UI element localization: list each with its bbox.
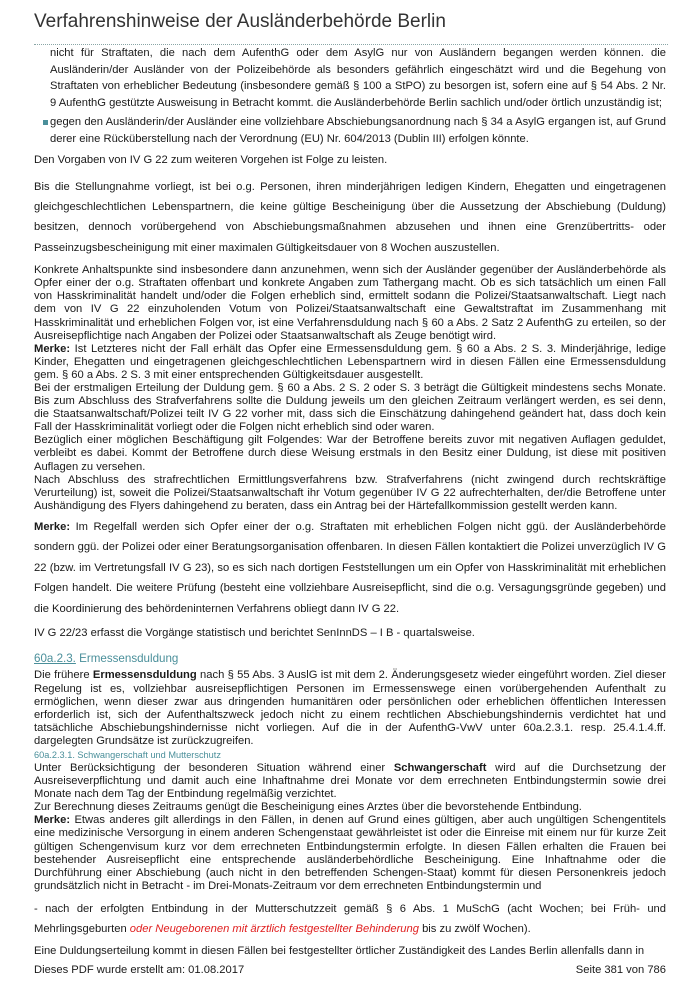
section-heading xyxy=(34,651,666,667)
paragraph: IV G 22/23 erfasst die Vorgänge statistisch und berichtet SenInnDS – I B - quartalsweise. xyxy=(34,626,475,639)
subsection-heading: 60a.2.3.1. Schwangerschaft und Mutterschutz xyxy=(34,750,221,760)
merke-paragraph: Merke: Im Regelfall werden sich Opfer einer der o.g. Straftaten mit erheblichen Folgen nicht ggü. der Ausländerbehörde sondern ggü. der Polizei oder einer Beratungsorganisation offenbaren. In diesen Fällen kontaktiert die Polizei unverzüglich IV G 22 (bzw. im Vertretungsfall IV G 23), so es sich nach dortigen Feststellungen um ein Opfer von Hasskriminalität mit erheblichen Folgen handelt. Die weitere Prüfung (besteht eine vollziehbare Ausreisepflicht, sind die o.g. Versagungsgründe gegeben) und die Koordinierung des behördeninternen Verfahrens obliegt dann IV G 22. xyxy=(34,520,666,615)
highlighted-text: oder Neugeborenen mit ärztlich festgestellter Behinderung xyxy=(129,923,419,936)
paragraph: Unter Berücksichtigung der besonderen Situation während einer Schwangerschaft wird auf die Durchsetzung der Ausreiseverpflichtung und damit auch eine Inhaftnahme drei Monate vor dem errechneten Entbindungstermin sowie drei Monate nach dem Tag der Entbindung regelmäßig verzichtet. xyxy=(34,762,666,801)
paragraph: Die frühere Ermessensduldung nach § 55 Abs. 3 AuslG ist mit dem 2. Änderungsgesetz wieder eingeführt worden. Ziel dieser Regelung ist es, vollziehbar ausreisepflichtigen Personen im Ermessenswege einen vorübergehenden Aufenthalt zu ermöglichen, wenn dieser zwar aus dringenden humanitären oder persönlichen oder erheblichen öffentlichen Interessen erforderlich ist, sich der Aufenthaltszweck jedoch nicht zu einem rechtlichen Abschiebungshindernis verdichtet hat und tatsächliche Abschiebungshindernisse nicht vorliegen. Auf die in der AufenthG-VwV unter 60a.2.3.1. resp. 25.4.1.4.ff. dargelegten Grundsätze ist zurückzugreifen. xyxy=(34,669,666,747)
list-continuation: nicht für Straftaten, die nach dem AufenthG oder dem AsylG nur von Ausländern begangen werden können. die Ausländerin/der Ausländer von der Polizeibehörde als besonders gefährlich eingeschätzt wird und die Begehung von Straftaten von erheblicher Bedeutung (insbesondere gemäß § 100 a StPO) zu besorgen ist, sofern eine auf § 54 Abs. 2 Nr. 9 AufenthG gestützte Ausweisung in Betracht kommt. die Ausländerbehörde Berlin sachlich und/oder örtlich unzuständig ist; xyxy=(50,47,666,109)
merke-paragraph: Merke: Ist Letzteres nicht der Fall erhält das Opfer eine Ermessensduldung gem. § 60 a Abs. 2 S. 3. Minderjährige, ledige Kinder, Ehegatten und eingetragenen gleichgeschlechtlichen Lebenspartnern wird in diesen Fällen eine Ermessensduldung gem. § 60 a Abs. 2 S. 3 mit einer entsprechenden Gültigkeitsdauer ausgestellt. xyxy=(34,342,666,381)
created-date: Dieses PDF wurde erstellt am: 01.08.2017 xyxy=(34,964,245,976)
paragraph: Bei der erstmaligen Erteilung der Duldung gem. § 60 a Abs. 2 S. 2 oder S. 3 beträgt die Gültigkeit mindestens sechs Monate. Bis zum Abschluss des Strafverfahrens sollte die Duldung jeweils um den gleichen Zeitraum verlängert werden, es sei denn, die Staatsanwaltschaft/Polizei teilt IV G 22 vorher mit, dass sich die Einschätzung dahingehend geändert hat, dass doch kein Fall der Hasskriminalität vorliegt oder die Folgen nicht erheblich sind oder waren. xyxy=(34,381,666,434)
document-title: Verfahrenshinweise der Ausländerbehörde Berlin xyxy=(34,11,446,32)
paragraph: - nach der erfolgten Entbindung in der Mutterschutzzeit gemäß § 6 Abs. 1 MuSchG (acht Wochen; bei Früh- und Mehrlingsgeburten oder Neugeborenen mit ärztlich festgestellter Behinderung bis zu zwölf Wochen). xyxy=(34,902,666,936)
page-header xyxy=(34,10,668,45)
list-item xyxy=(34,114,666,147)
merke-label: Merke: xyxy=(34,814,71,827)
paragraph: Konkrete Anhaltspunkte sind insbesondere dann anzunehmen, wenn sich der Ausländer gegenüber der Ausländerbehörde als Opfer einer der o.g. Straftaten offenbart und konkrete Angaben zum Tathergang macht. Ob es sich tatsächlich um einen Fall von Hasskriminalität handelt und/oder die Folgen erheblich sind, ermittelt sodann die Polizei/Staatsanwaltschaft. Liegt nach dem von IV G 22 einzuholenden Votum von Polizei/Staatsanwaltschaft eine Gewaltstraftat im Zusammenhang mit Hasskriminalität und erheblichen Folgen vor, ist eine Verfahrensduldung nach § 60 a Abs. 2 Satz 2 AufenthG zu erteilen, so der Ausreisepflichtige nach Angaben der Polizei oder Staatsanwaltschaft als Zeuge benötigt wird. xyxy=(34,264,666,342)
merke-label: Merke: xyxy=(34,342,71,355)
paragraph: Bis die Stellungnahme vorliegt, ist bei o.g. Personen, ihren minderjährigen ledigen Kindern, Ehegatten und eingetragenen gleichgeschlechtlichen Lebenspartnern, die keine gültige Bescheinigung über die Aussetzung der Abschiebung (Duldung) besitzen, dennoch vorübergehend von Abschiebungsmaßnahmen abzusehen und ihnen eine Grenzübertritts- oder Passeinzugsbescheinigung mit einer maximalen Gültigkeitsdauer von 8 Wochen auszustellen. xyxy=(34,180,666,254)
merke-label: Merke: xyxy=(34,520,71,533)
page-number: Seite 381 von 786 xyxy=(575,964,666,976)
paragraph: Den Vorgaben von IV G 22 zum weiteren Vorgehen ist Folge zu leisten. xyxy=(34,154,388,166)
merke-paragraph: Merke: Etwas anderes gilt allerdings in den Fällen, in denen auf Grund eines gültigen, aber auch ungültigen Schengentitels eine medizinische Versorgung in einem anderen Schengenstaat gewährleistet ist oder die Einreise mit einem nur für kurze Zeit gültigen Schengenvisum kurz vor dem errechneten Entbindungstermin erfolgte. In diesen Fällen erhalten die Frauen bei bestehender Ausreisepflicht eine entsprechende ausländerbehördliche Bescheinigung. Eine Inhaftnahme oder die Durchführung einer Abschiebung (auch nicht in den betreffenden Schengen-Staat) kommt für diesen Personenkreis jedoch grundsätzlich nicht in Betracht - im Drei-Monats-Zeitraum vor dem errechneten Entbindungstermin und xyxy=(34,814,666,892)
paragraph: Nach Abschluss des strafrechtlichen Ermittlungsverfahrens bzw. Strafverfahrens (nicht zwingend durch rechtskräftige Verurteilung) ist, soweit die Polizei/Staatsanwaltschaft ihr Votum gegenüber IV G 22 aufrechterhalten, der/die Betroffene unter Aushändigung des Flyers dahingehend zu beraten, dass ein Antrag bei der Härtefallkommission gestellt werden kann. xyxy=(34,473,666,512)
page-content xyxy=(34,45,666,962)
list-item-text: gegen den Ausländerin/der Ausländer eine vollziehbare Abschiebungsanordnung nach § 34 a AsylG ergangen ist, auf Grund derer eine Rücküberstellung nach der Verordnung (EU) Nr. 604/2013 (Dublin III) erfolgen könnte. xyxy=(50,116,666,145)
paragraph: Zur Berechnung dieses Zeitraums genügt die Bescheinigung eines Arztes über die bevorstehende Entbindung. xyxy=(34,801,582,814)
page-footer xyxy=(34,964,666,980)
section-number-link[interactable]: 60a.2.3. xyxy=(34,652,76,666)
paragraph: Bezüglich einer möglichen Beschäftigung gilt Folgendes: War der Betroffene bereits zuvor mit negativen Auflagen geduldet, verbleibt es dabei. Kommt der Betroffene durch diese Weisung erstmals in den Besitz einer Duldung, ist diese mit positiven Auflagen zu versehen. xyxy=(34,434,666,473)
section-title: Ermessensduldung xyxy=(75,652,179,666)
paragraph: Eine Duldungserteilung kommt in diesen Fällen bei festgestellter örtlicher Zuständigkeit des Landes Berlin allenfalls dann in xyxy=(34,944,645,957)
square-bullet-icon xyxy=(43,120,48,125)
